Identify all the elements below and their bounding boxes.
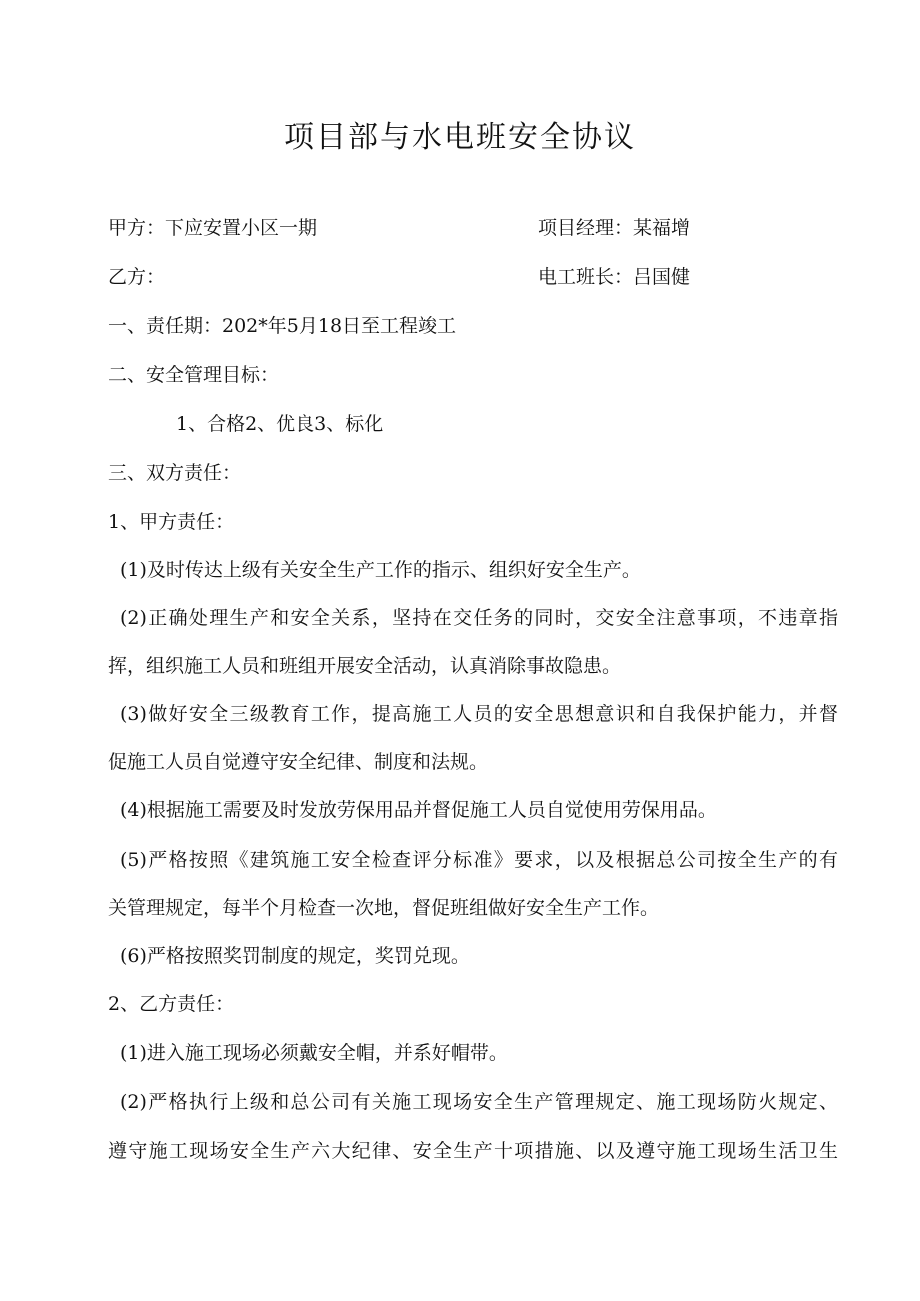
party-a-duty-3-line-2: 促施工人员自觉遵守安全纪律、制度和法规。 (108, 751, 489, 773)
party-b-duty-2-line-1: (2)严格执行上级和总公司有关施工现场安全生产管理规定、施工现场防火规定、 (120, 1091, 838, 1113)
party-a-duty-5-line-1: (5)严格按照《建筑施工安全检查评分标准》要求，以及根据总公司按全生产的有 (120, 849, 838, 871)
party-a-duty-5-line-2: 关管理规定，每半个月检查一次地，督促班组做好安全生产工作。 (108, 897, 660, 919)
responsibility-period: 一、责任期：202*年5月18日至工程竣工 (108, 315, 457, 337)
party-a: 甲方：下应安置小区一期 (108, 217, 318, 239)
party-b: 乙方： (108, 266, 166, 288)
party-a-duty-2-line-2: 挥，组织施工人员和班组开展安全活动，认真消除事故隐患。 (108, 655, 622, 677)
party-a-duties-heading: 1、甲方责任： (108, 511, 235, 533)
duties-heading: 三、双方责任： (108, 462, 242, 484)
party-a-duty-6: (6)严格按照奖罚制度的规定，奖罚兑现。 (120, 945, 470, 967)
goals-heading: 二、安全管理目标： (108, 364, 280, 386)
party-a-duty-4: (4)根据施工需要及时发放劳保用品并督促施工人员自觉使用劳保用品。 (120, 799, 717, 821)
electrician-leader: 电工班长：吕国健 (538, 266, 691, 288)
document-title: 项目部与水电班安全协议 (284, 120, 636, 155)
party-a-duty-2-line-1: (2)正确处理生产和安全关系，坚持在交任务的同时，交安全注意事项，不违章指 (120, 607, 838, 629)
project-manager: 项目经理：某福增 (538, 217, 691, 239)
party-a-duty-1: (1)及时传达上级有关安全生产工作的指示、组织好安全生产。 (120, 559, 641, 581)
party-a-duty-3-line-1: (3)做好安全三级教育工作，提高施工人员的安全思想意识和自我保护能力，并督 (120, 703, 838, 725)
party-b-duty-2-line-2: 遵守施工现场安全生产六大纪律、安全生产十项措施、以及遵守施工现场生活卫生 (108, 1140, 838, 1162)
party-b-duty-1: (1)进入施工现场必须戴安全帽，并系好帽带。 (120, 1042, 508, 1064)
goals-list: 1、合格2、优良3、标化 (176, 413, 384, 435)
party-b-duties-heading: 2、乙方责任： (108, 993, 235, 1015)
